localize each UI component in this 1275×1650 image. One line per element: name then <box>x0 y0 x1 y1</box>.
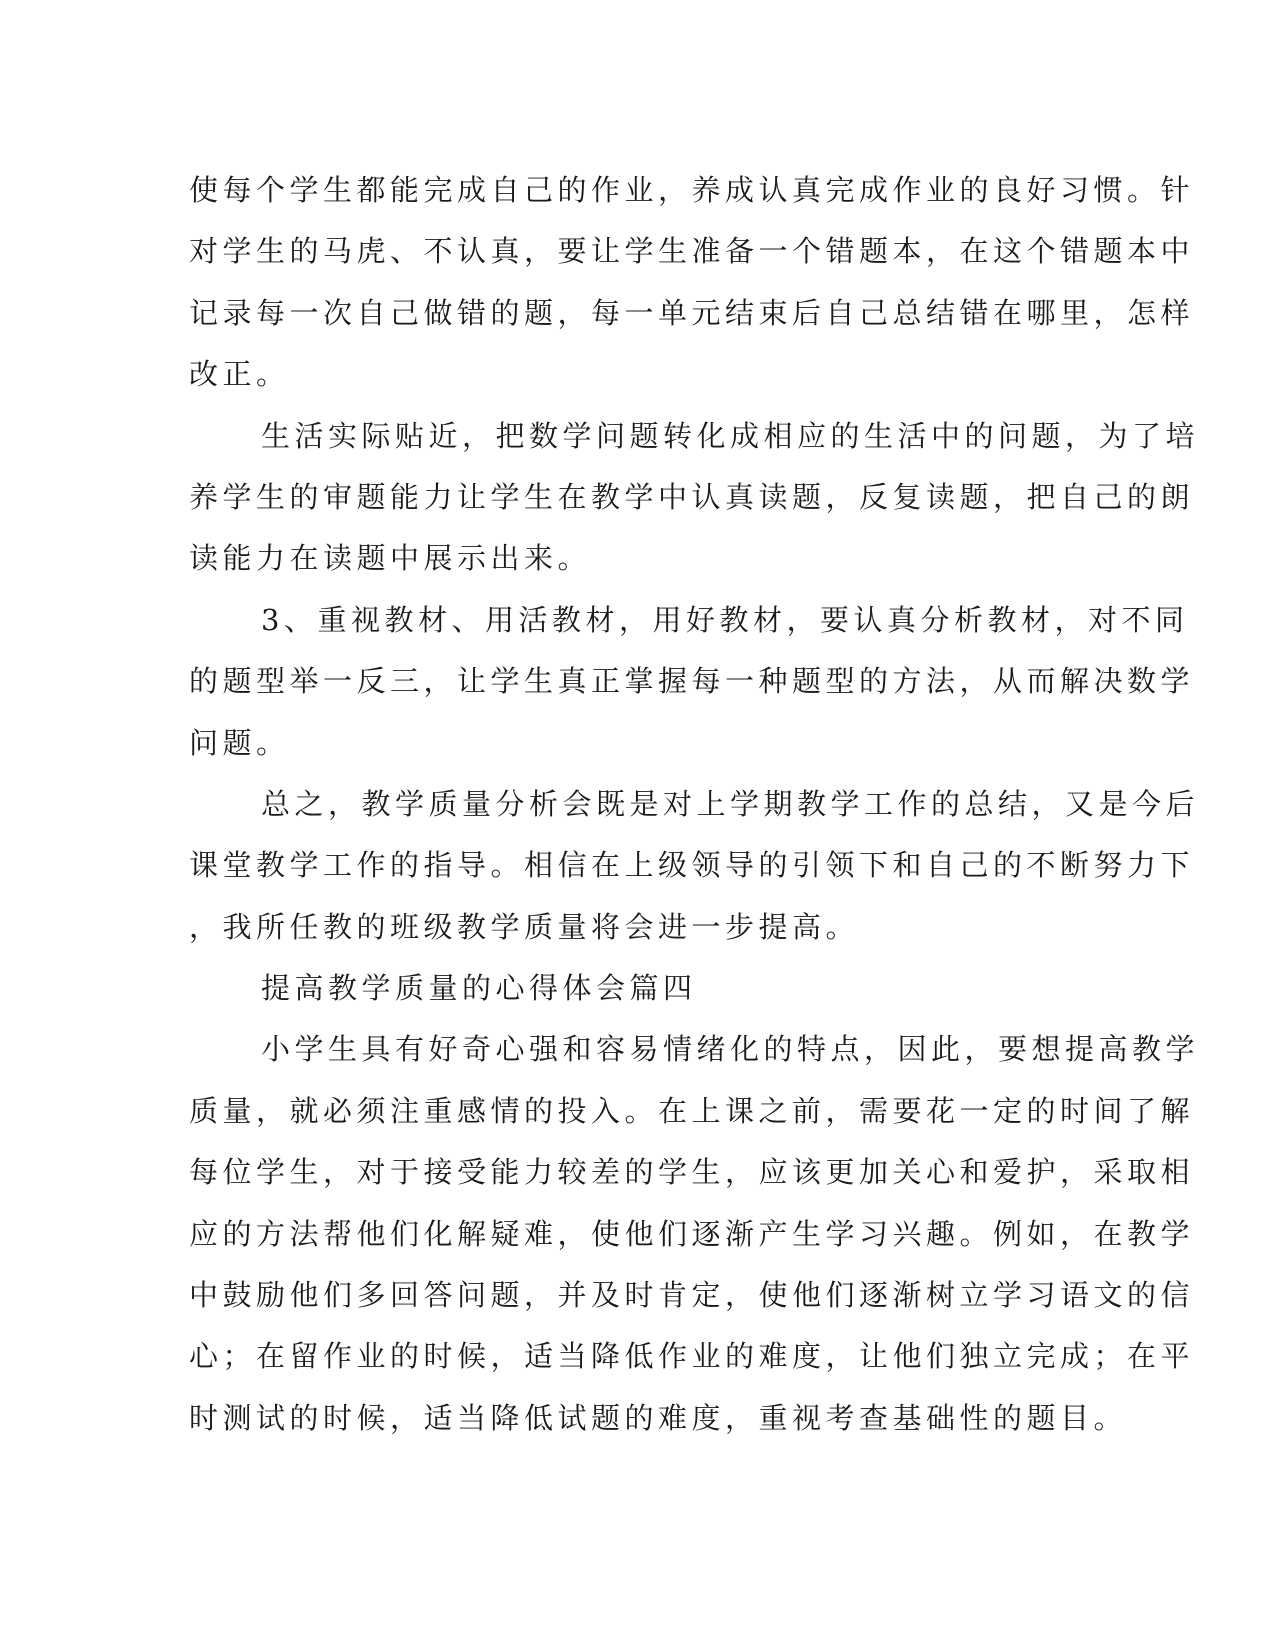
text-line: 小学生具有好奇心强和容易情绪化的特点，因此，要想提高教学 <box>261 1032 1200 1067</box>
text-line: 3、重视教材、用活教材，用好教材，要认真分析教材，对不同 <box>261 602 1189 637</box>
document-body <box>189 160 1200 1449</box>
text-line: 质量，就必须注重感情的投入。在上课之前，需要花一定的时间了解 <box>189 1093 1195 1128</box>
text-line: 的题型举一反三，让学生真正掌握每一种题型的方法，从而解决数学 <box>189 664 1195 699</box>
text-line: 读能力在读题中展示出来。 <box>189 541 592 576</box>
text-line: 养学生的审题能力让学生在教学中认真读题，反复读题，把自己的朗 <box>189 479 1195 514</box>
text-line: ，我所任教的班级教学质量将会进一步提高。 <box>189 909 860 944</box>
text-line: 时测试的时候，适当降低试题的难度，重视考查基础性的题目。 <box>189 1400 1128 1435</box>
text-line: 课堂教学工作的指导。相信在上级领导的引领下和自己的不断努力下 <box>189 848 1195 883</box>
text-line: 总之，教学质量分析会既是对上学期教学工作的总结，又是今后 <box>261 786 1200 821</box>
section-heading: 提高教学质量的心得体会篇四 <box>261 971 697 1006</box>
text-line: 每位学生，对于接受能力较差的学生，应该更加关心和爱护，采取相 <box>189 1155 1195 1190</box>
text-line: 应的方法帮他们化解疑难，使他们逐渐产生学习兴趣。例如，在教学 <box>189 1216 1195 1251</box>
text-line: 对学生的马虎、不认真，要让学生准备一个错题本，在这个错题本中 <box>189 234 1195 269</box>
text-line: 使每个学生都能完成自己的作业，养成认真完成作业的良好习惯。针 <box>189 173 1195 207</box>
text-line: 生活实际贴近，把数学问题转化成相应的生活中的问题，为了培 <box>261 418 1200 453</box>
text-line: 问题。 <box>189 725 290 760</box>
text-line: 中鼓励他们多回答问题，并及时肯定，使他们逐渐树立学习语文的信 <box>189 1278 1195 1313</box>
text-line: 记录每一次自己做错的题，每一单元结束后自己总结错在哪里，怎样 <box>189 295 1195 330</box>
text-line: 心；在留作业的时候，适当降低作业的难度，让他们独立完成；在平 <box>189 1339 1195 1374</box>
text-line: 改正。 <box>189 357 290 392</box>
